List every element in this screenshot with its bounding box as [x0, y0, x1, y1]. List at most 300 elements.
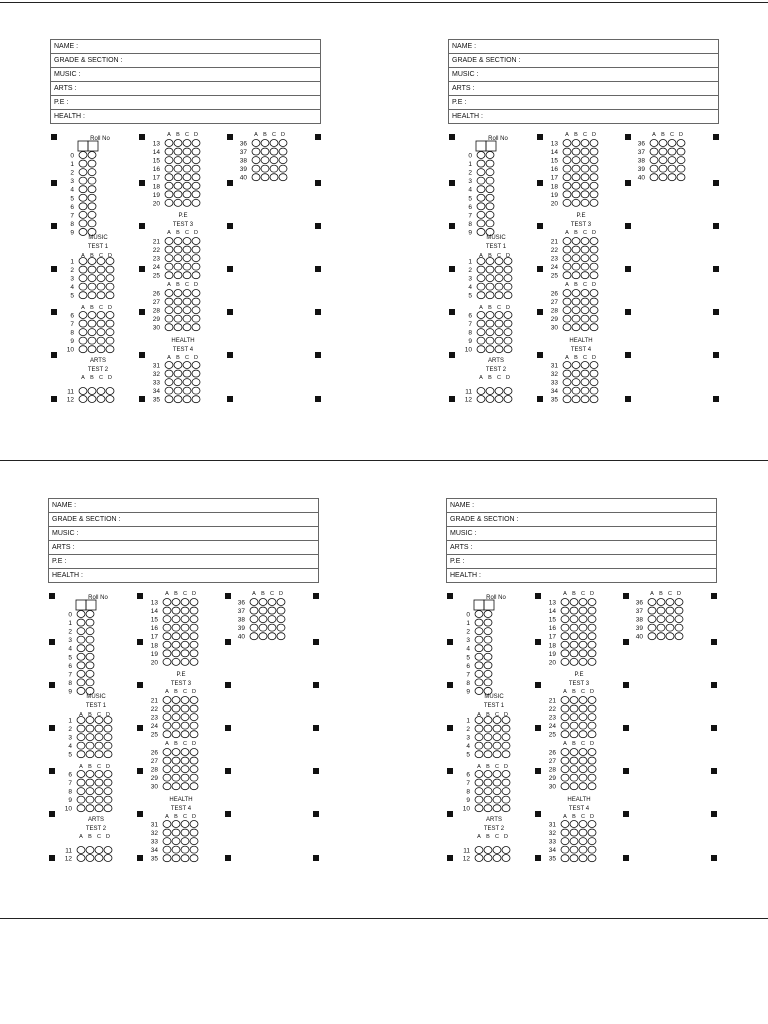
answer-bubble[interactable]	[581, 140, 589, 147]
answer-bubble[interactable]	[183, 362, 191, 369]
answer-bubble[interactable]	[190, 766, 198, 773]
answer-bubble[interactable]	[570, 616, 578, 623]
form-field[interactable]: HEALTH :	[52, 572, 83, 579]
answer-bubble[interactable]	[561, 697, 569, 704]
roll-bubble[interactable]	[486, 152, 494, 159]
answer-bubble[interactable]	[88, 283, 96, 290]
answer-bubble[interactable]	[183, 238, 191, 245]
answer-bubble[interactable]	[86, 796, 94, 803]
form-field[interactable]: ARTS :	[49, 541, 318, 555]
answer-bubble[interactable]	[570, 731, 578, 738]
answer-bubble[interactable]	[106, 388, 114, 395]
answer-bubble[interactable]	[563, 246, 571, 253]
form-field[interactable]: HEALTH :	[54, 113, 85, 120]
answer-bubble[interactable]	[572, 140, 580, 147]
answer-bubble[interactable]	[88, 396, 96, 403]
answer-bubble[interactable]	[502, 805, 510, 812]
answer-bubble[interactable]	[588, 641, 596, 648]
answer-bubble[interactable]	[495, 329, 503, 336]
answer-bubble[interactable]	[174, 370, 182, 377]
answer-bubble[interactable]	[86, 855, 94, 862]
answer-bubble[interactable]	[477, 329, 485, 336]
roll-bubble[interactable]	[86, 653, 94, 660]
answer-bubble[interactable]	[570, 705, 578, 712]
answer-bubble[interactable]	[181, 697, 189, 704]
roll-bubble[interactable]	[486, 160, 494, 167]
answer-bubble[interactable]	[106, 275, 114, 282]
answer-bubble[interactable]	[572, 379, 580, 386]
answer-bubble[interactable]	[261, 140, 269, 147]
answer-bubble[interactable]	[277, 633, 285, 640]
answer-bubble[interactable]	[183, 191, 191, 198]
answer-bubble[interactable]	[477, 266, 485, 273]
answer-bubble[interactable]	[279, 140, 287, 147]
answer-bubble[interactable]	[570, 624, 578, 631]
answer-bubble[interactable]	[190, 838, 198, 845]
answer-bubble[interactable]	[477, 337, 485, 344]
answer-bubble[interactable]	[97, 312, 105, 319]
answer-bubble[interactable]	[659, 148, 667, 155]
answer-bubble[interactable]	[588, 783, 596, 790]
answer-bubble[interactable]	[268, 624, 276, 631]
roll-bubble[interactable]	[77, 611, 85, 618]
answer-bubble[interactable]	[181, 599, 189, 606]
answer-bubble[interactable]	[563, 324, 571, 331]
answer-bubble[interactable]	[79, 329, 87, 336]
answer-bubble[interactable]	[659, 157, 667, 164]
answer-bubble[interactable]	[561, 650, 569, 657]
answer-bubble[interactable]	[570, 783, 578, 790]
answer-bubble[interactable]	[183, 255, 191, 262]
answer-bubble[interactable]	[475, 788, 483, 795]
answer-bubble[interactable]	[183, 315, 191, 322]
answer-bubble[interactable]	[588, 624, 596, 631]
answer-bubble[interactable]	[666, 624, 674, 631]
answer-bubble[interactable]	[95, 771, 103, 778]
answer-bubble[interactable]	[165, 191, 173, 198]
answer-bubble[interactable]	[570, 838, 578, 845]
answer-bubble[interactable]	[588, 757, 596, 764]
answer-bubble[interactable]	[165, 298, 173, 305]
answer-bubble[interactable]	[563, 396, 571, 403]
answer-bubble[interactable]	[95, 734, 103, 741]
answer-bubble[interactable]	[677, 148, 685, 155]
answer-bubble[interactable]	[106, 320, 114, 327]
answer-bubble[interactable]	[561, 821, 569, 828]
roll-bubble[interactable]	[86, 619, 94, 626]
answer-bubble[interactable]	[279, 157, 287, 164]
answer-bubble[interactable]	[163, 731, 171, 738]
roll-no-box[interactable]	[86, 600, 96, 610]
answer-bubble[interactable]	[181, 714, 189, 721]
answer-bubble[interactable]	[250, 616, 258, 623]
answer-bubble[interactable]	[88, 292, 96, 299]
answer-bubble[interactable]	[486, 312, 494, 319]
answer-bubble[interactable]	[250, 624, 258, 631]
answer-bubble[interactable]	[581, 263, 589, 270]
answer-bubble[interactable]	[181, 731, 189, 738]
roll-bubble[interactable]	[79, 220, 87, 227]
answer-bubble[interactable]	[563, 298, 571, 305]
answer-bubble[interactable]	[493, 855, 501, 862]
answer-bubble[interactable]	[493, 742, 501, 749]
answer-bubble[interactable]	[183, 174, 191, 181]
form-field[interactable]: P.E :	[49, 555, 318, 569]
answer-bubble[interactable]	[250, 607, 258, 614]
answer-bubble[interactable]	[279, 148, 287, 155]
answer-bubble[interactable]	[104, 742, 112, 749]
answer-bubble[interactable]	[495, 320, 503, 327]
answer-bubble[interactable]	[572, 165, 580, 172]
answer-bubble[interactable]	[104, 779, 112, 786]
answer-bubble[interactable]	[95, 847, 103, 854]
answer-bubble[interactable]	[572, 238, 580, 245]
answer-bubble[interactable]	[502, 779, 510, 786]
form-field[interactable]: GRADE & SECTION :	[49, 513, 318, 527]
answer-bubble[interactable]	[261, 174, 269, 181]
answer-bubble[interactable]	[493, 751, 501, 758]
answer-bubble[interactable]	[192, 272, 200, 279]
answer-bubble[interactable]	[77, 805, 85, 812]
answer-bubble[interactable]	[668, 148, 676, 155]
answer-bubble[interactable]	[181, 757, 189, 764]
answer-bubble[interactable]	[659, 174, 667, 181]
answer-bubble[interactable]	[581, 238, 589, 245]
answer-bubble[interactable]	[181, 705, 189, 712]
roll-bubble[interactable]	[79, 228, 87, 235]
answer-bubble[interactable]	[172, 766, 180, 773]
answer-bubble[interactable]	[190, 599, 198, 606]
answer-bubble[interactable]	[165, 199, 173, 206]
answer-bubble[interactable]	[174, 362, 182, 369]
roll-bubble[interactable]	[484, 636, 492, 643]
answer-bubble[interactable]	[563, 315, 571, 322]
answer-bubble[interactable]	[104, 796, 112, 803]
answer-bubble[interactable]	[183, 246, 191, 253]
answer-bubble[interactable]	[181, 749, 189, 756]
answer-bubble[interactable]	[190, 855, 198, 862]
answer-bubble[interactable]	[79, 337, 87, 344]
roll-bubble[interactable]	[477, 211, 485, 218]
answer-bubble[interactable]	[97, 396, 105, 403]
answer-bubble[interactable]	[588, 633, 596, 640]
answer-bubble[interactable]	[261, 148, 269, 155]
answer-bubble[interactable]	[502, 796, 510, 803]
answer-bubble[interactable]	[650, 140, 658, 147]
answer-bubble[interactable]	[181, 624, 189, 631]
answer-bubble[interactable]	[495, 312, 503, 319]
roll-bubble[interactable]	[79, 186, 87, 193]
answer-bubble[interactable]	[486, 329, 494, 336]
answer-bubble[interactable]	[572, 191, 580, 198]
answer-bubble[interactable]	[192, 182, 200, 189]
answer-bubble[interactable]	[495, 283, 503, 290]
roll-bubble[interactable]	[484, 662, 492, 669]
answer-bubble[interactable]	[590, 396, 598, 403]
roll-bubble[interactable]	[86, 628, 94, 635]
answer-bubble[interactable]	[165, 315, 173, 322]
answer-bubble[interactable]	[579, 821, 587, 828]
answer-bubble[interactable]	[504, 266, 512, 273]
answer-bubble[interactable]	[192, 174, 200, 181]
answer-bubble[interactable]	[570, 633, 578, 640]
answer-bubble[interactable]	[97, 292, 105, 299]
answer-bubble[interactable]	[163, 650, 171, 657]
answer-bubble[interactable]	[563, 263, 571, 270]
roll-bubble[interactable]	[88, 160, 96, 167]
answer-bubble[interactable]	[181, 633, 189, 640]
roll-bubble[interactable]	[486, 220, 494, 227]
answer-bubble[interactable]	[504, 320, 512, 327]
answer-bubble[interactable]	[174, 246, 182, 253]
answer-bubble[interactable]	[484, 742, 492, 749]
roll-bubble[interactable]	[477, 160, 485, 167]
roll-bubble[interactable]	[77, 636, 85, 643]
answer-bubble[interactable]	[570, 821, 578, 828]
answer-bubble[interactable]	[172, 624, 180, 631]
answer-bubble[interactable]	[561, 641, 569, 648]
answer-bubble[interactable]	[163, 829, 171, 836]
answer-bubble[interactable]	[504, 337, 512, 344]
answer-bubble[interactable]	[172, 697, 180, 704]
answer-bubble[interactable]	[675, 616, 683, 623]
answer-bubble[interactable]	[502, 734, 510, 741]
answer-bubble[interactable]	[650, 165, 658, 172]
answer-bubble[interactable]	[165, 379, 173, 386]
roll-bubble[interactable]	[475, 662, 483, 669]
answer-bubble[interactable]	[561, 774, 569, 781]
answer-bubble[interactable]	[174, 290, 182, 297]
answer-bubble[interactable]	[174, 307, 182, 314]
answer-bubble[interactable]	[475, 771, 483, 778]
answer-bubble[interactable]	[165, 182, 173, 189]
answer-bubble[interactable]	[104, 771, 112, 778]
answer-bubble[interactable]	[579, 599, 587, 606]
answer-bubble[interactable]	[165, 370, 173, 377]
answer-bubble[interactable]	[590, 157, 598, 164]
answer-bubble[interactable]	[277, 607, 285, 614]
answer-bubble[interactable]	[590, 148, 598, 155]
answer-bubble[interactable]	[579, 757, 587, 764]
answer-bubble[interactable]	[88, 320, 96, 327]
answer-bubble[interactable]	[163, 705, 171, 712]
answer-bubble[interactable]	[183, 324, 191, 331]
answer-bubble[interactable]	[86, 725, 94, 732]
answer-bubble[interactable]	[563, 140, 571, 147]
answer-bubble[interactable]	[495, 292, 503, 299]
answer-bubble[interactable]	[172, 633, 180, 640]
answer-bubble[interactable]	[104, 725, 112, 732]
answer-bubble[interactable]	[563, 255, 571, 262]
answer-bubble[interactable]	[172, 774, 180, 781]
form-field[interactable]: NAME :	[449, 40, 718, 54]
answer-bubble[interactable]	[172, 607, 180, 614]
answer-bubble[interactable]	[172, 641, 180, 648]
form-field[interactable]: HEALTH :	[450, 572, 481, 579]
answer-bubble[interactable]	[88, 275, 96, 282]
roll-bubble[interactable]	[88, 169, 96, 176]
answer-bubble[interactable]	[561, 658, 569, 665]
answer-bubble[interactable]	[590, 255, 598, 262]
answer-bubble[interactable]	[192, 255, 200, 262]
answer-bubble[interactable]	[475, 855, 483, 862]
answer-bubble[interactable]	[77, 855, 85, 862]
answer-bubble[interactable]	[88, 346, 96, 353]
answer-bubble[interactable]	[563, 307, 571, 314]
answer-bubble[interactable]	[88, 266, 96, 273]
answer-bubble[interactable]	[77, 788, 85, 795]
answer-bubble[interactable]	[165, 307, 173, 314]
answer-bubble[interactable]	[192, 140, 200, 147]
answer-bubble[interactable]	[190, 624, 198, 631]
roll-bubble[interactable]	[79, 203, 87, 210]
answer-bubble[interactable]	[659, 140, 667, 147]
answer-bubble[interactable]	[277, 616, 285, 623]
roll-bubble[interactable]	[77, 662, 85, 669]
roll-bubble[interactable]	[88, 152, 96, 159]
answer-bubble[interactable]	[572, 199, 580, 206]
answer-bubble[interactable]	[77, 796, 85, 803]
answer-bubble[interactable]	[475, 779, 483, 786]
roll-bubble[interactable]	[475, 679, 483, 686]
answer-bubble[interactable]	[79, 320, 87, 327]
answer-bubble[interactable]	[172, 821, 180, 828]
answer-bubble[interactable]	[174, 298, 182, 305]
answer-bubble[interactable]	[95, 855, 103, 862]
roll-bubble[interactable]	[475, 645, 483, 652]
answer-bubble[interactable]	[493, 796, 501, 803]
roll-bubble[interactable]	[77, 687, 85, 694]
answer-bubble[interactable]	[475, 805, 483, 812]
answer-bubble[interactable]	[97, 266, 105, 273]
answer-bubble[interactable]	[579, 855, 587, 862]
answer-bubble[interactable]	[190, 757, 198, 764]
roll-bubble[interactable]	[79, 160, 87, 167]
answer-bubble[interactable]	[572, 324, 580, 331]
roll-bubble[interactable]	[79, 169, 87, 176]
answer-bubble[interactable]	[561, 722, 569, 729]
answer-bubble[interactable]	[192, 387, 200, 394]
answer-bubble[interactable]	[165, 362, 173, 369]
answer-bubble[interactable]	[588, 855, 596, 862]
answer-bubble[interactable]	[97, 275, 105, 282]
answer-bubble[interactable]	[581, 370, 589, 377]
answer-bubble[interactable]	[79, 283, 87, 290]
answer-bubble[interactable]	[95, 751, 103, 758]
answer-bubble[interactable]	[561, 846, 569, 853]
answer-bubble[interactable]	[163, 624, 171, 631]
answer-bubble[interactable]	[172, 714, 180, 721]
answer-bubble[interactable]	[86, 771, 94, 778]
answer-bubble[interactable]	[502, 742, 510, 749]
answer-bubble[interactable]	[504, 396, 512, 403]
answer-bubble[interactable]	[570, 641, 578, 648]
answer-bubble[interactable]	[97, 283, 105, 290]
roll-bubble[interactable]	[79, 211, 87, 218]
answer-bubble[interactable]	[183, 379, 191, 386]
answer-bubble[interactable]	[174, 182, 182, 189]
roll-bubble[interactable]	[86, 611, 94, 618]
roll-bubble[interactable]	[486, 211, 494, 218]
answer-bubble[interactable]	[163, 633, 171, 640]
answer-bubble[interactable]	[86, 751, 94, 758]
answer-bubble[interactable]	[181, 783, 189, 790]
answer-bubble[interactable]	[174, 238, 182, 245]
answer-bubble[interactable]	[106, 266, 114, 273]
answer-bubble[interactable]	[588, 705, 596, 712]
roll-bubble[interactable]	[484, 653, 492, 660]
answer-bubble[interactable]	[561, 616, 569, 623]
answer-bubble[interactable]	[268, 607, 276, 614]
answer-bubble[interactable]	[570, 855, 578, 862]
answer-bubble[interactable]	[192, 315, 200, 322]
answer-bubble[interactable]	[181, 855, 189, 862]
answer-bubble[interactable]	[165, 387, 173, 394]
answer-bubble[interactable]	[174, 165, 182, 172]
roll-no-box[interactable]	[474, 600, 484, 610]
answer-bubble[interactable]	[563, 379, 571, 386]
form-field[interactable]: ARTS :	[449, 82, 718, 96]
answer-bubble[interactable]	[172, 616, 180, 623]
roll-bubble[interactable]	[88, 177, 96, 184]
answer-bubble[interactable]	[650, 157, 658, 164]
answer-bubble[interactable]	[590, 298, 598, 305]
answer-bubble[interactable]	[259, 616, 267, 623]
answer-bubble[interactable]	[561, 705, 569, 712]
answer-bubble[interactable]	[504, 283, 512, 290]
roll-bubble[interactable]	[88, 186, 96, 193]
answer-bubble[interactable]	[183, 307, 191, 314]
answer-bubble[interactable]	[504, 388, 512, 395]
answer-bubble[interactable]	[502, 751, 510, 758]
answer-bubble[interactable]	[192, 379, 200, 386]
answer-bubble[interactable]	[588, 714, 596, 721]
answer-bubble[interactable]	[163, 757, 171, 764]
roll-bubble[interactable]	[486, 186, 494, 193]
answer-bubble[interactable]	[588, 829, 596, 836]
answer-bubble[interactable]	[495, 275, 503, 282]
answer-bubble[interactable]	[570, 846, 578, 853]
answer-bubble[interactable]	[590, 290, 598, 297]
answer-bubble[interactable]	[104, 751, 112, 758]
answer-bubble[interactable]	[588, 658, 596, 665]
answer-bubble[interactable]	[579, 658, 587, 665]
answer-bubble[interactable]	[190, 783, 198, 790]
answer-bubble[interactable]	[270, 148, 278, 155]
answer-bubble[interactable]	[190, 749, 198, 756]
answer-bubble[interactable]	[561, 829, 569, 836]
answer-bubble[interactable]	[579, 697, 587, 704]
answer-bubble[interactable]	[95, 742, 103, 749]
answer-bubble[interactable]	[106, 337, 114, 344]
answer-bubble[interactable]	[190, 697, 198, 704]
answer-bubble[interactable]	[561, 599, 569, 606]
answer-bubble[interactable]	[486, 337, 494, 344]
answer-bubble[interactable]	[590, 199, 598, 206]
answer-bubble[interactable]	[572, 148, 580, 155]
answer-bubble[interactable]	[668, 174, 676, 181]
answer-bubble[interactable]	[570, 607, 578, 614]
answer-bubble[interactable]	[484, 725, 492, 732]
roll-bubble[interactable]	[475, 670, 483, 677]
answer-bubble[interactable]	[572, 315, 580, 322]
answer-bubble[interactable]	[493, 788, 501, 795]
answer-bubble[interactable]	[493, 847, 501, 854]
answer-bubble[interactable]	[95, 725, 103, 732]
roll-bubble[interactable]	[88, 203, 96, 210]
answer-bubble[interactable]	[106, 346, 114, 353]
answer-bubble[interactable]	[590, 174, 598, 181]
